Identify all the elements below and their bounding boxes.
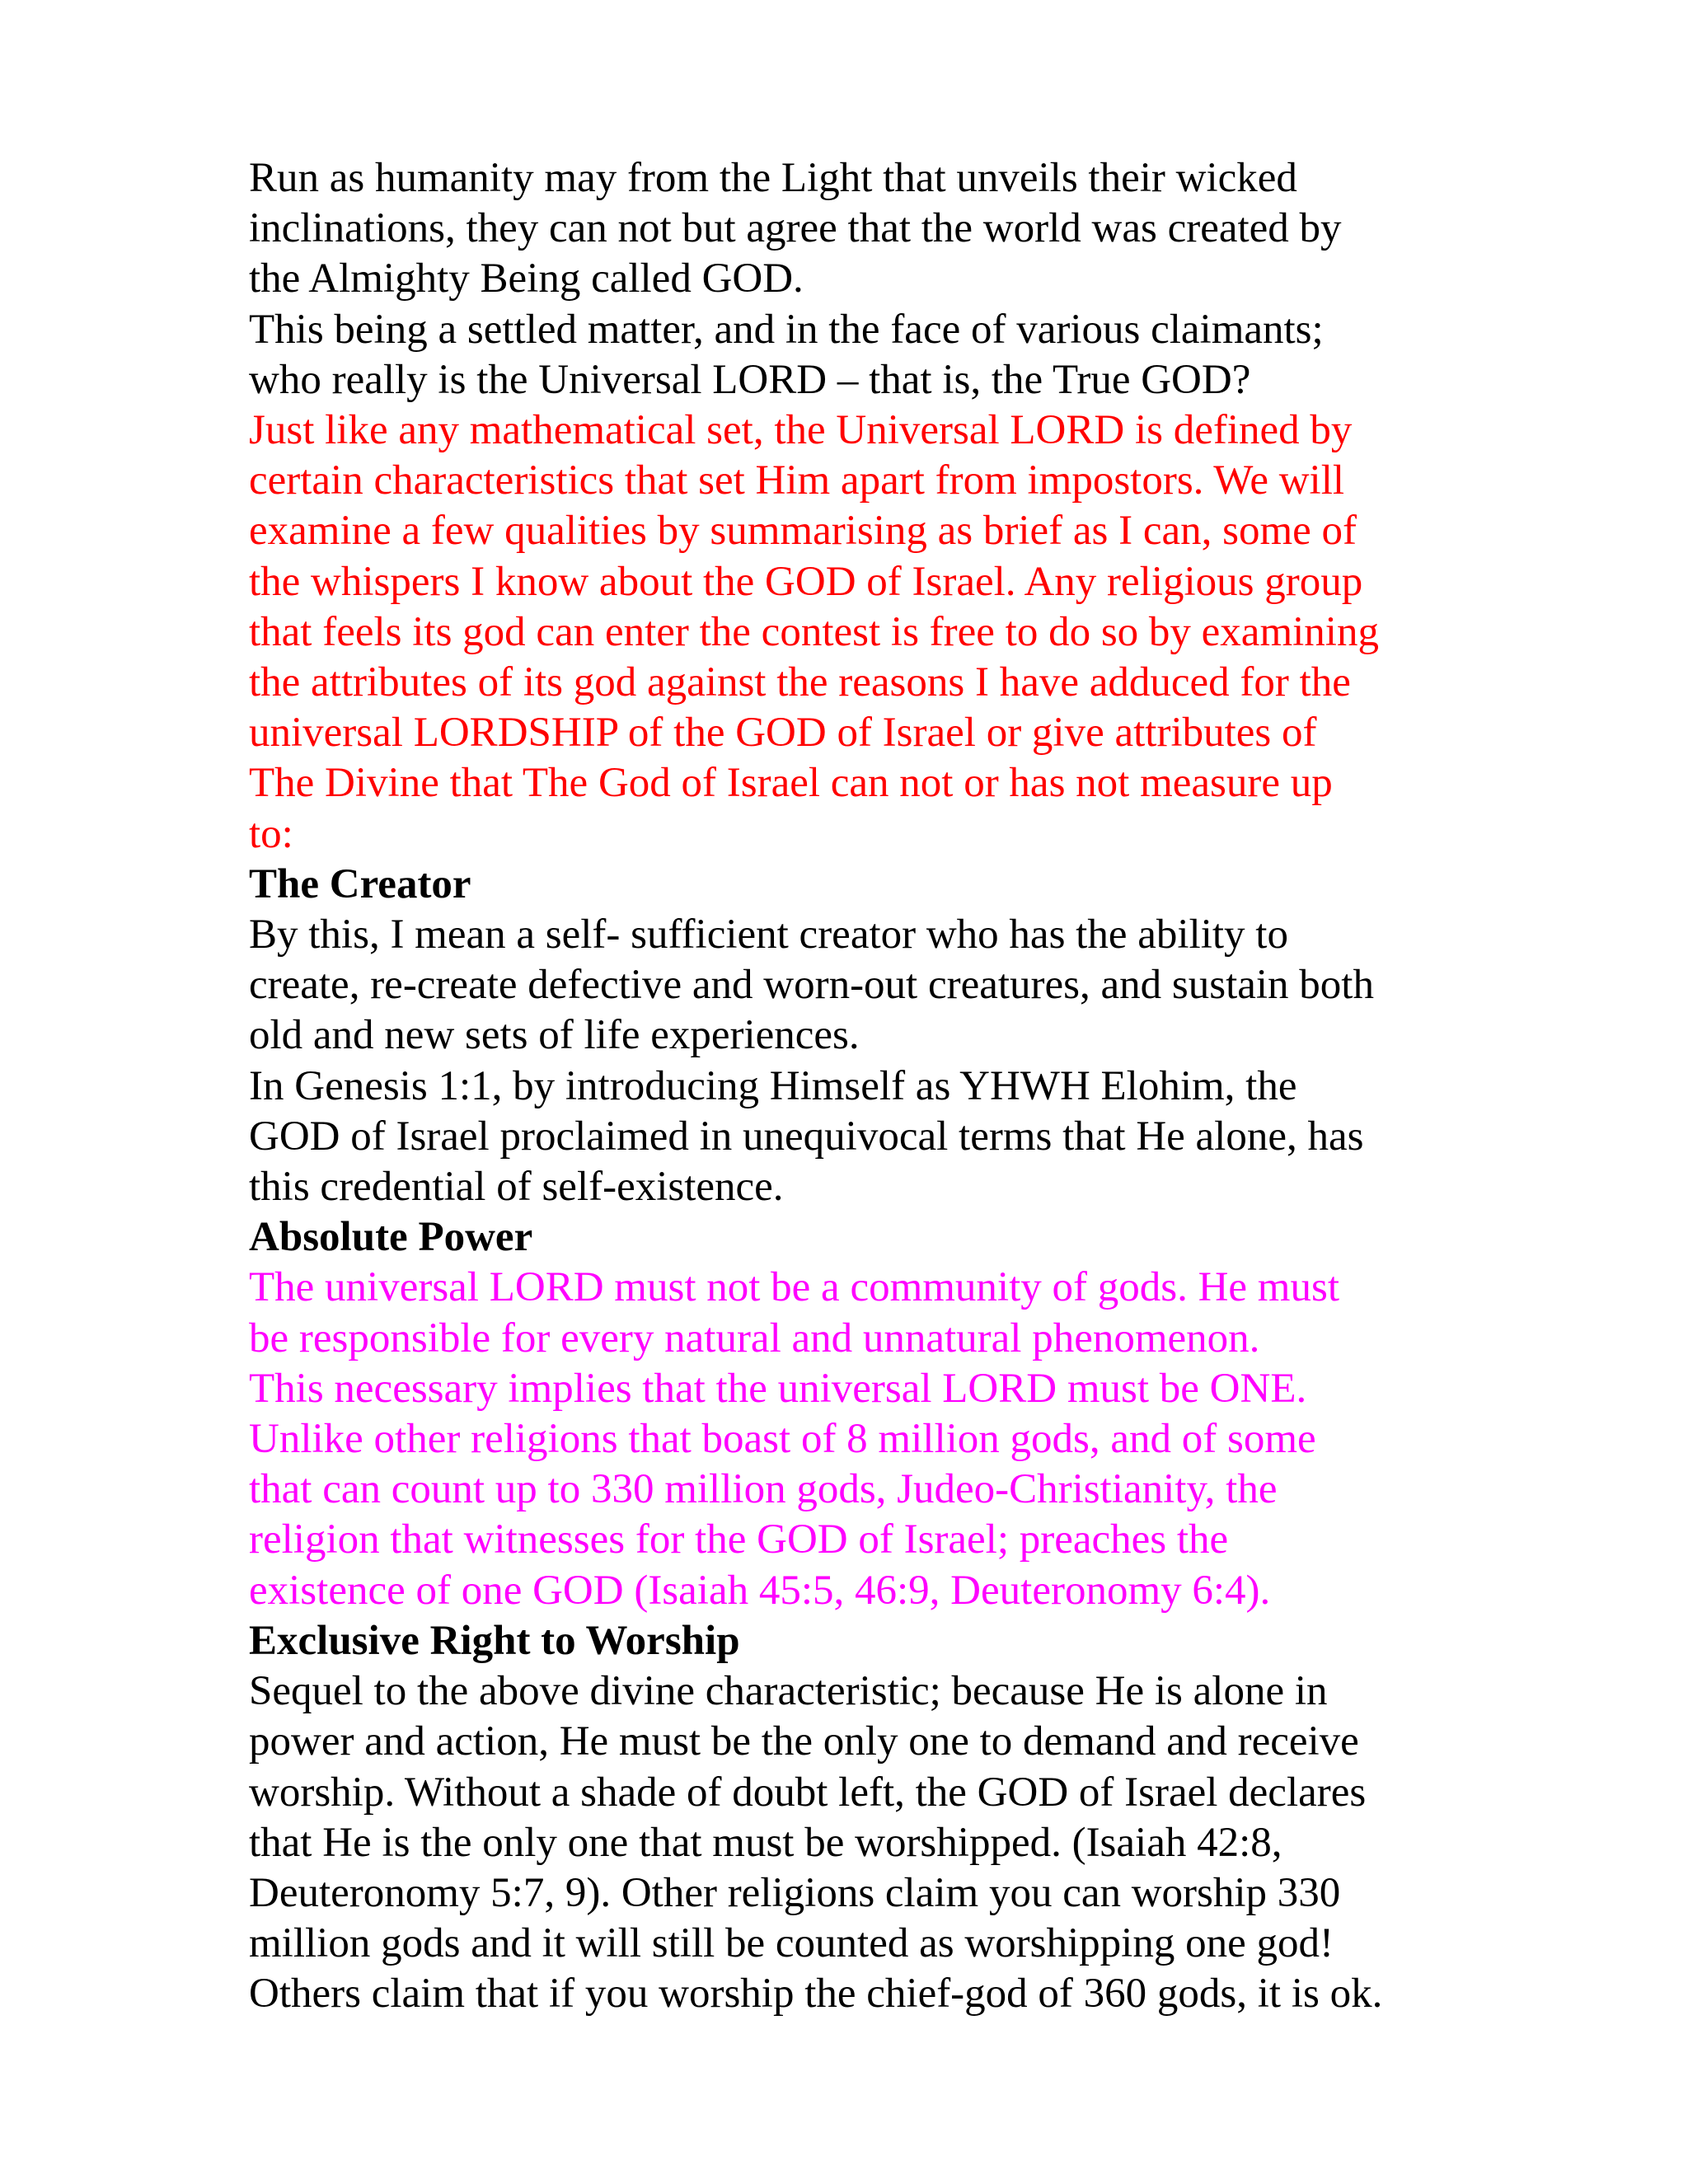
criteria-line: Just like any mathematical set, the Universal LORD is defined by	[249, 407, 1353, 454]
section-line: that He is the only one that must be worshipped. (Isaiah 42:8,	[249, 1819, 1282, 1866]
intro-line: who really is the Universal LORD – that is, the True GOD?	[249, 356, 1251, 403]
section-line: In Genesis 1:1, by introducing Himself as YHWH Elohim, the	[249, 1062, 1297, 1109]
section-line: existence of one GOD (Isaiah 45:5, 46:9, Deuteronomy 6:4).	[249, 1567, 1271, 1614]
intro-line: inclinations, they can not but agree that the world was created by	[249, 205, 1342, 252]
section-line: that can count up to 330 million gods, Judeo-Christianity, the	[249, 1466, 1278, 1513]
intro-line: This being a settled matter, and in the face of various claimants;	[249, 306, 1324, 353]
section-line: By this, I mean a self- sufficient creator who has the ability to	[249, 912, 1288, 958]
criteria-line: universal LORDSHIP of the GOD of Israel or give attributes of	[249, 710, 1317, 757]
criteria-line: examine a few qualities by summarising as brief as I can, some of	[249, 508, 1357, 555]
criteria-line: The Divine that The God of Israel can not or has not measure up	[249, 760, 1333, 807]
section-absolute-power	[249, 1212, 1461, 1616]
intro-paragraph	[249, 153, 1461, 405]
section-line: be responsible for every natural and unnatural phenomenon.	[249, 1315, 1260, 1361]
section-line: Sequel to the above divine characteristic; because He is alone in	[249, 1668, 1328, 1715]
section-the-creator	[249, 860, 1461, 1212]
criteria-line: to:	[249, 810, 293, 857]
section-line: old and new sets of life experiences.	[249, 1012, 860, 1059]
absolute-power-body	[249, 1263, 1461, 1615]
intro-line: the Almighty Being called GOD.	[249, 255, 804, 302]
section-heading: Absolute Power	[249, 1214, 533, 1261]
section-exclusive-right-to-worship	[249, 1616, 1461, 2020]
section-line: power and action, He must be the only one to demand and receive	[249, 1718, 1359, 1765]
section-line: Others claim that if you worship the chief-god of 360 gods, it is ok.	[249, 1971, 1383, 2018]
section-line: This necessary implies that the universal LORD must be ONE.	[249, 1365, 1307, 1412]
section-heading: Exclusive Right to Worship	[249, 1617, 740, 1664]
section-line: create, re-create defective and worn-out creatures, and sustain both	[249, 962, 1374, 1009]
criteria-line: certain characteristics that set Him apart from impostors. We will	[249, 457, 1345, 504]
section-line: GOD of Israel proclaimed in unequivocal terms that He alone, has	[249, 1113, 1364, 1160]
section-line: The universal LORD must not be a community of gods. He must	[249, 1264, 1339, 1311]
criteria-line: the attributes of its god against the reasons I have adduced for the	[249, 659, 1351, 706]
document-page	[249, 153, 1461, 2020]
intro-line: Run as humanity may from the Light that unveils their wicked	[249, 155, 1297, 201]
section-heading: The Creator	[249, 860, 471, 907]
section-line: Deuteronomy 5:7, 9). Other religions claim you can worship 330	[249, 1869, 1341, 1916]
section-line: million gods and it will still be counted as worshipping one god!	[249, 1920, 1334, 1967]
section-line: worship. Without a shade of doubt left, the GOD of Israel declares	[249, 1769, 1367, 1816]
section-line: religion that witnesses for the GOD of Israel; preaches the	[249, 1516, 1229, 1563]
section-line: Unlike other religions that boast of 8 million gods, and of some	[249, 1416, 1316, 1463]
criteria-paragraph	[249, 405, 1461, 860]
section-line: this credential of self-existence.	[249, 1164, 784, 1211]
criteria-line: that feels its god can enter the contest is free to do so by examining	[249, 608, 1379, 655]
criteria-line: the whispers I know about the GOD of Israel. Any religious group	[249, 558, 1363, 605]
